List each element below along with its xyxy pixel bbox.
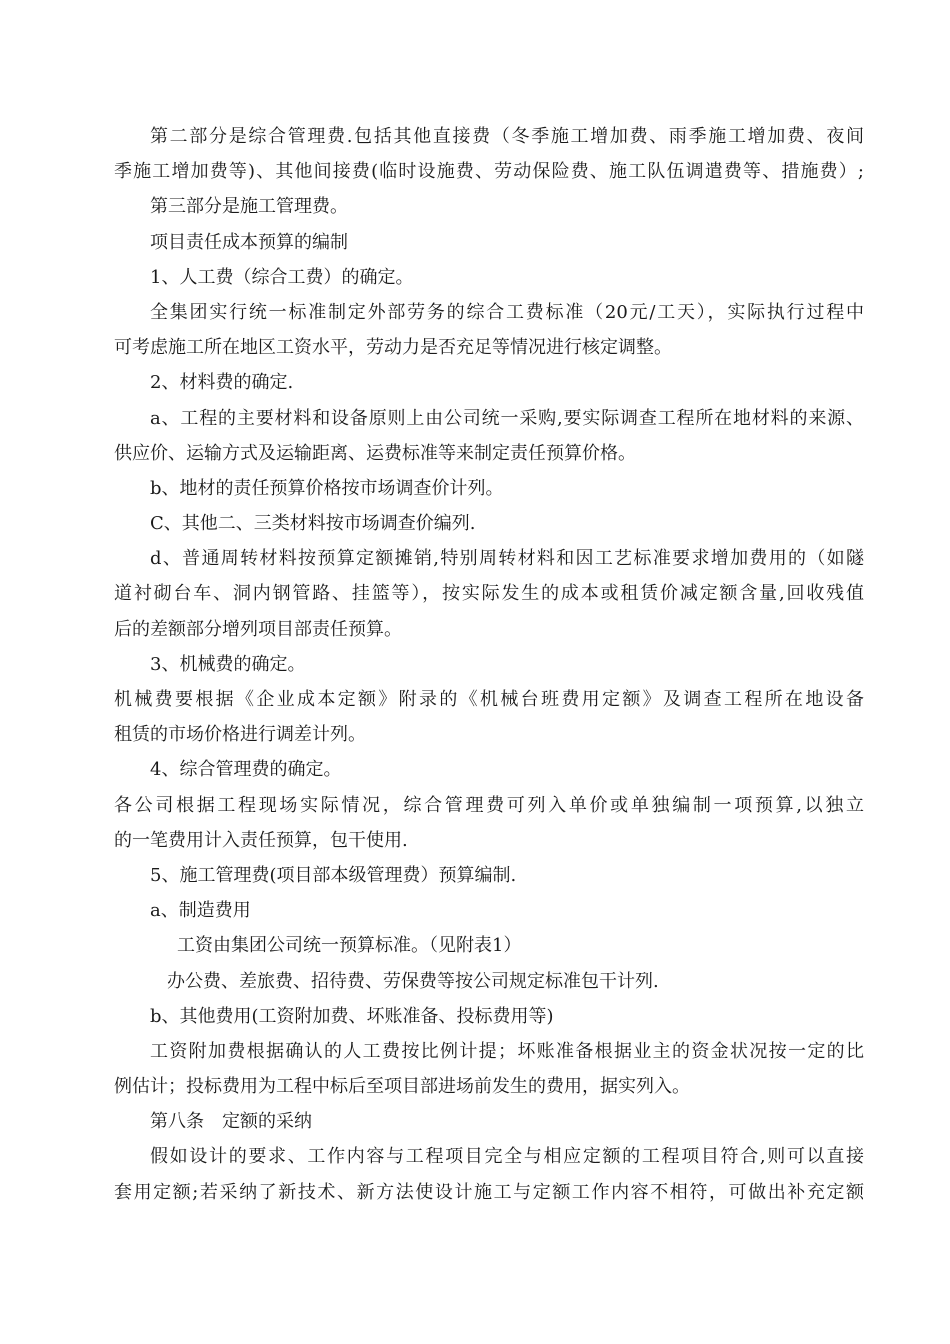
item-heading: 5、施工管理费(项目部本级管理费）预算编制. xyxy=(150,864,517,886)
item-heading: 1、人工费（综合工费）的确定。 xyxy=(150,266,414,288)
paragraph-line: 第二部分是综合管理费.包括其他直接费（冬季施工增加费、雨季施工增加费、夜间 xyxy=(150,126,864,147)
paragraph-line: 第三部分是施工管理费。 xyxy=(150,196,348,218)
paragraph-line: d、普通周转材料按预算定额摊销,特别周转材料和因工艺标准要求增加费用的（如隧 xyxy=(150,548,864,570)
sub-item-heading: a、制造费用 xyxy=(150,900,251,922)
paragraph-line: 可考虑施工所在地区工资水平，劳动力是否充足等情况进行核定调整。 xyxy=(114,337,672,359)
paragraph-line: 机械费要根据《企业成本定额》附录的《机械台班费用定额》及调查工程所在地设备 xyxy=(114,689,864,710)
document-body xyxy=(114,119,864,1210)
paragraph-line: 的一笔费用计入责任预算，包干使用. xyxy=(114,829,408,851)
paragraph-line: 工资由集团公司统一预算标准。（见附表1） xyxy=(177,935,522,957)
paragraph-line: 例估计；投标费用为工程中标后至项目部进场前发生的费用，据实列入。 xyxy=(114,1076,690,1098)
paragraph-line: 全集团实行统一标准制定外部劳务的综合工费标准（20元/工天），实际执行过程中 xyxy=(150,301,864,323)
paragraph-line: 办公费、差旅费、招待费、劳保费等按公司规定标准包干计列. xyxy=(167,970,659,992)
paragraph-line: 道衬砌台车、洞内钢管路、挂篮等），按实际发生的成本或租赁价减定额含量,回收残值 xyxy=(114,583,864,605)
paragraph-line: 假如设计的要求、工作内容与工程项目完全与相应定额的工程项目符合,则可以直接 xyxy=(150,1146,864,1168)
sub-item-heading: b、其他费用(工资附加费、坏账准备、投标费用等) xyxy=(150,1005,554,1027)
paragraph-line: b、地材的责任预算价格按市场调查价计列。 xyxy=(150,477,504,499)
paragraph-line: 后的差额部分增列项目部责任预算。 xyxy=(114,618,402,640)
item-heading: 4、综合管理费的确定。 xyxy=(150,759,342,781)
paragraph-line: a、工程的主要材料和设备原则上由公司统一采购,要实际调查工程所在地材料的来源、 xyxy=(150,407,864,429)
item-heading: 3、机械费的确定。 xyxy=(150,653,306,675)
paragraph-line: 套用定额;若采纳了新技术、新方法使设计施工与定额工作内容不相符，可做出补充定额 xyxy=(114,1181,864,1203)
paragraph-line: 工资附加费根据确认的人工费按比例计提；坏账准备根据业主的资金状况按一定的比 xyxy=(150,1040,864,1062)
paragraph-line: 供应价、运输方式及运输距离、运费标准等来制定责任预算价格。 xyxy=(114,442,636,464)
paragraph-line: C、其他二、三类材料按市场调查价编列. xyxy=(150,513,476,535)
item-heading: 2、材料费的确定. xyxy=(150,372,294,394)
paragraph-line: 租赁的市场价格进行调差计列。 xyxy=(114,724,366,746)
article-heading: 第八条 定额的采纳 xyxy=(150,1111,312,1133)
section-heading: 项目责任成本预算的编制 xyxy=(150,231,348,253)
paragraph-line: 季施工增加费等)、其他间接费(临时设施费、劳动保险费、施工队伍调遣费等、措施费）; xyxy=(114,161,864,183)
paragraph-line: 各公司根据工程现场实际情况，综合管理费可列入单价或单独编制一项预算,以独立 xyxy=(114,794,864,816)
